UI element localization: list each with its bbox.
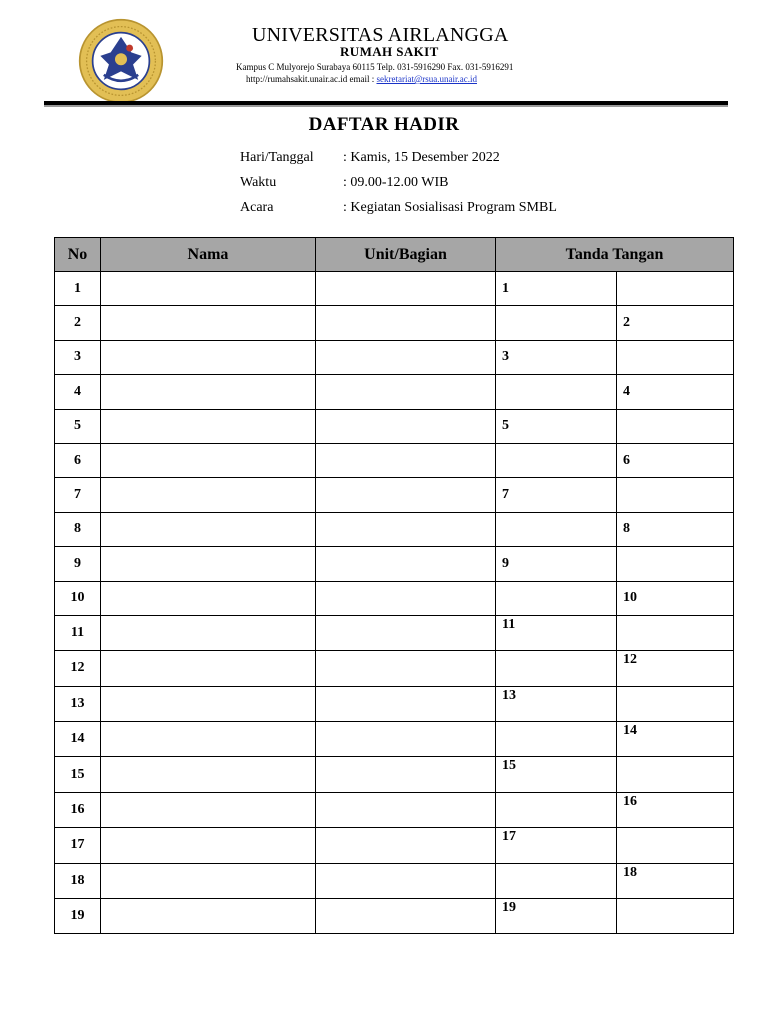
row-number: 16 (55, 792, 101, 827)
info-label: Acara (240, 200, 274, 215)
signature-cell-left[interactable]: 13 (496, 686, 617, 721)
name-cell[interactable] (101, 722, 316, 757)
signature-cell-right[interactable]: 12 (617, 651, 734, 686)
row-number: 10 (55, 581, 101, 615)
table-row (55, 863, 734, 898)
row-number: 12 (55, 651, 101, 686)
column-header-unit: Unit/Bagian (316, 238, 496, 272)
signature-cell-right[interactable] (617, 899, 734, 934)
name-cell[interactable] (101, 512, 316, 546)
email-link[interactable]: sekretariat@rsua.unair.ac.id (376, 74, 477, 84)
signature-cell-right[interactable] (617, 478, 734, 512)
name-cell[interactable] (101, 547, 316, 581)
row-number: 15 (55, 757, 101, 792)
table-row (55, 375, 734, 409)
row-number: 1 (55, 272, 101, 306)
signature-cell-right[interactable] (617, 272, 734, 306)
signature-cell-left[interactable] (496, 651, 617, 686)
name-cell[interactable] (101, 340, 316, 374)
table-header-row (55, 238, 734, 272)
unit-cell[interactable] (316, 443, 496, 477)
name-cell[interactable] (101, 375, 316, 409)
signature-cell-left[interactable]: 5 (496, 409, 617, 443)
unit-cell[interactable] (316, 757, 496, 792)
info-value: : Kegiatan Sosialisasi Program SMBL (343, 200, 557, 215)
address-line: Kampus C Mulyorejo Surabaya 60115 Telp. 031-5916290 Fax. 031-5916291 (236, 62, 514, 72)
signature-cell-right[interactable]: 10 (617, 581, 734, 615)
header-divider-shadow (44, 105, 728, 107)
name-cell[interactable] (101, 899, 316, 934)
signature-cell-left[interactable] (496, 512, 617, 546)
table-row (55, 272, 734, 306)
signature-cell-right[interactable] (617, 757, 734, 792)
website-line (246, 74, 477, 84)
table-row (55, 547, 734, 581)
info-row-event (240, 200, 660, 225)
university-name: UNIVERSITAS AIRLANGGA (252, 24, 509, 46)
signature-cell-right[interactable] (617, 686, 734, 721)
unit-cell[interactable] (316, 272, 496, 306)
unit-cell[interactable] (316, 340, 496, 374)
table-row (55, 478, 734, 512)
row-number: 11 (55, 615, 101, 650)
document-title: DAFTAR HADIR (308, 114, 460, 135)
signature-cell-left[interactable]: 3 (496, 340, 617, 374)
website-text: http://rumahsakit.unair.ac.id email : (246, 74, 375, 84)
table-row (55, 722, 734, 757)
info-label: Hari/Tanggal (240, 150, 314, 165)
table-row (55, 686, 734, 721)
row-number: 7 (55, 478, 101, 512)
signature-cell-left[interactable]: 1 (496, 272, 617, 306)
column-header-name: Nama (101, 238, 316, 272)
name-cell[interactable] (101, 581, 316, 615)
signature-cell-left[interactable]: 9 (496, 547, 617, 581)
signature-cell-right[interactable]: 6 (617, 443, 734, 477)
info-value: : 09.00-12.00 WIB (343, 175, 449, 190)
row-number: 8 (55, 512, 101, 546)
column-header-no: No (55, 238, 101, 272)
unit-cell[interactable] (316, 615, 496, 650)
row-number: 14 (55, 722, 101, 757)
table-row (55, 615, 734, 650)
unit-cell[interactable] (316, 863, 496, 898)
signature-cell-right[interactable] (617, 615, 734, 650)
table-row (55, 512, 734, 546)
unit-cell[interactable] (316, 651, 496, 686)
signature-cell-left[interactable] (496, 306, 617, 340)
name-cell[interactable] (101, 828, 316, 863)
signature-cell-left[interactable]: 7 (496, 478, 617, 512)
row-number: 9 (55, 547, 101, 581)
signature-cell-right[interactable] (617, 547, 734, 581)
column-header-signature: Tanda Tangan (496, 238, 734, 272)
table-row (55, 792, 734, 827)
name-cell[interactable] (101, 757, 316, 792)
name-cell[interactable] (101, 306, 316, 340)
row-number: 4 (55, 375, 101, 409)
signature-cell-left[interactable] (496, 375, 617, 409)
signature-cell-right[interactable]: 4 (617, 375, 734, 409)
table-row (55, 757, 734, 792)
table-row (55, 443, 734, 477)
row-number: 13 (55, 686, 101, 721)
info-row-time (240, 175, 660, 200)
table-row (55, 899, 734, 934)
signature-cell-left[interactable] (496, 443, 617, 477)
signature-cell-left[interactable] (496, 581, 617, 615)
unit-cell[interactable] (316, 581, 496, 615)
info-row-date (240, 150, 660, 175)
signature-cell-left[interactable]: 15 (496, 757, 617, 792)
unit-cell[interactable] (316, 306, 496, 340)
unit-cell[interactable] (316, 899, 496, 934)
university-logo (78, 18, 164, 104)
signature-cell-right[interactable]: 16 (617, 792, 734, 827)
name-cell[interactable] (101, 478, 316, 512)
signature-cell-right[interactable]: 8 (617, 512, 734, 546)
signature-cell-left[interactable] (496, 863, 617, 898)
name-cell[interactable] (101, 272, 316, 306)
table-row (55, 306, 734, 340)
signature-cell-left[interactable] (496, 722, 617, 757)
row-number: 2 (55, 306, 101, 340)
info-label: Waktu (240, 175, 277, 190)
name-cell[interactable] (101, 792, 316, 827)
signature-cell-left[interactable]: 11 (496, 615, 617, 650)
row-number: 6 (55, 443, 101, 477)
name-cell[interactable] (101, 409, 316, 443)
unit-cell[interactable] (316, 686, 496, 721)
signature-cell-right[interactable] (617, 340, 734, 374)
unit-cell[interactable] (316, 478, 496, 512)
row-number: 19 (55, 899, 101, 934)
signature-cell-left[interactable] (496, 792, 617, 827)
hospital-name: RUMAH SAKIT (340, 44, 439, 59)
unit-cell[interactable] (316, 828, 496, 863)
name-cell[interactable] (101, 686, 316, 721)
signature-cell-left[interactable]: 19 (496, 899, 617, 934)
row-number: 17 (55, 828, 101, 863)
unit-cell[interactable] (316, 792, 496, 827)
row-number: 3 (55, 340, 101, 374)
name-cell[interactable] (101, 651, 316, 686)
attendance-table (54, 237, 734, 934)
signature-cell-left[interactable]: 17 (496, 828, 617, 863)
unit-cell[interactable] (316, 409, 496, 443)
row-number: 18 (55, 863, 101, 898)
table-body (55, 272, 734, 934)
signature-cell-right[interactable] (617, 409, 734, 443)
unit-cell[interactable] (316, 547, 496, 581)
table-row (55, 581, 734, 615)
signature-cell-right[interactable] (617, 828, 734, 863)
unit-cell[interactable] (316, 722, 496, 757)
signature-cell-right[interactable]: 2 (617, 306, 734, 340)
event-info (240, 150, 660, 225)
unit-cell[interactable] (316, 512, 496, 546)
table-row (55, 340, 734, 374)
name-cell[interactable] (101, 443, 316, 477)
row-number: 5 (55, 409, 101, 443)
unit-cell[interactable] (316, 375, 496, 409)
table-row (55, 409, 734, 443)
table-row (55, 828, 734, 863)
signature-cell-right[interactable]: 18 (617, 863, 734, 898)
table-row (55, 651, 734, 686)
name-cell[interactable] (101, 615, 316, 650)
name-cell[interactable] (101, 863, 316, 898)
signature-cell-right[interactable]: 14 (617, 722, 734, 757)
info-value: : Kamis, 15 Desember 2022 (343, 150, 500, 165)
